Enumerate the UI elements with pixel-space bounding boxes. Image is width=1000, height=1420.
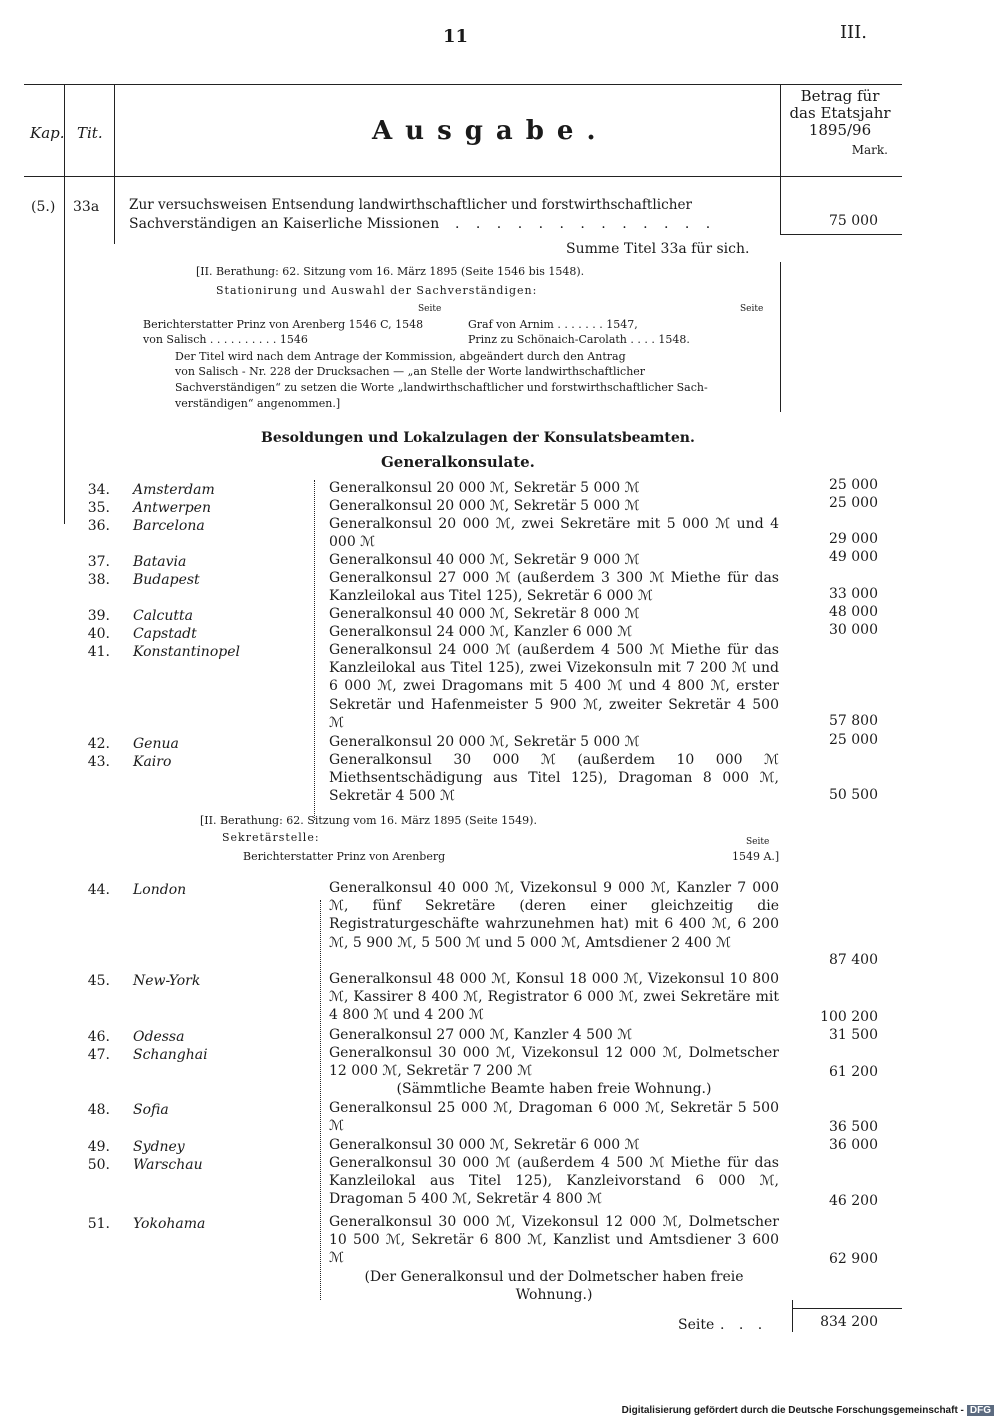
entry-description: Generalkonsul 24 000 ℳ, Kanzler 6 000 ℳ [329,624,633,640]
page-number: 11 [443,26,469,47]
entry-city: Schanghai [133,1047,208,1063]
entry-city: Barcelona [133,518,205,534]
entry-description: Generalkonsul 20 000 ℳ, Sekretär 5 000 ℳ [329,734,640,750]
seite-label: Seite [740,304,764,314]
entry-city: Capstadt [133,626,197,642]
entry-amount: 48 000 [829,604,878,620]
entry-amount: 31 500 [829,1027,878,1043]
betrag-line: das Etatsjahr [789,104,891,122]
betrag-line: Betrag für [800,87,880,105]
entry-number: 44. [87,882,110,898]
entry-city: Batavia [133,554,187,570]
entry-number: 43. [87,754,110,770]
section-number: III. [839,22,867,43]
entry-city: Yokohama [133,1216,206,1232]
note-ref: 1549 A.] [732,850,780,863]
entry-amount: 25 000 [829,495,878,511]
footer-text: Digitalisierung gefördert durch die Deutsche Forschungsgemeinschaft - [621,1405,964,1416]
seite-total-label: Seite [678,1317,715,1333]
dot-leader: . . . [720,1317,768,1333]
dfg-logo: DFG [967,1405,994,1416]
entry-amount: 49 000 [829,549,878,565]
entry-amount: 36 000 [829,1137,878,1153]
entry-number: 50. [87,1157,110,1173]
entry-description: Generalkonsul 20 000 ℳ, zwei Sekretäre mit 5 000 ℳ und 4 000 ℳ [329,516,779,551]
note-row: Berichterstatter Prinz von Arenberg [243,850,446,863]
entry-amount: 25 000 [829,477,878,493]
entry-description: Generalkonsul 30 000 ℳ, Vizekonsul 12 000 ℳ, Dolmetscher 10 500 ℳ, Sekretär 6 800 ℳ, Kanzlist und Amtsdiener 3 600 ℳ [329,1214,779,1267]
note-row: Graf von Arnim . . . . . . . 1547, [468,318,638,331]
note-row: Prinz zu Schönaich-Carolath . . . . 1548. [468,333,690,346]
section-heading: Besoldungen und Lokalzulagen der Konsulatsbeamten. [261,430,695,446]
note-text: Der Titel wird nach dem Antrage der Kommission, abgeändert durch den Antrag [175,350,626,363]
t33a-summe: Summe Titel 33a für sich. [566,241,750,257]
betrag-line: 1895/96 [808,121,872,139]
entry-description: Generalkonsul 40 000 ℳ, Sekretär 8 000 ℳ [329,606,640,622]
entry-number: 35. [87,500,110,516]
seite-label: Seite [418,304,442,314]
tit-divider [114,84,115,244]
top-rule [24,84,902,85]
entry-amount: 46 200 [829,1193,878,1209]
entry-number: 48. [87,1102,110,1118]
entry-description: Generalkonsul 24 000 ℳ (außerdem 4 500 ℳ Miethe für das Kanzleilokal aus Titel 125), zwei Vizekonsuln mit 7 200 ℳ und 6 000 ℳ, zwei Dragomans mit 5 400 ℳ und 4 800 ℳ, erster Sekretär und Hafenmeister 5 900 ℳ, zweiter Sekretär 4 500 ℳ [329,642,779,731]
amount-divider [780,84,781,234]
seite-label: Seite [746,837,770,847]
note-heading: [II. Berathung: 62. Sitzung vom 16. März 1895 (Seite 1549). [200,814,537,827]
entry-city: Amsterdam [133,482,215,498]
entry-description: Generalkonsul 30 000 ℳ (außerdem 10 000 ℳ Miethsentschädigung aus Titel 125), Dragoman 8 000 ℳ, Sekretär 4 500 ℳ [329,752,779,805]
note-row: Berichterstatter Prinz von Arenberg 1546 C, 1548 [143,318,424,331]
entry-description: Generalkonsul 27 000 ℳ (außerdem 3 300 ℳ Miethe für das Kanzleilokal aus Titel 125), Sekretär 6 000 ℳ [329,570,779,605]
note-text: von Salisch - Nr. 228 der Drucksachen — „an Stelle der Worte landwirthschaftlicher [175,365,646,378]
entry-amount: 100 200 [820,1009,878,1025]
entry-number: 37. [87,554,110,570]
entry-city: Warschau [133,1157,203,1173]
entry-amount: 87 400 [829,952,878,968]
t33a-text: Zur versuchsweisen Entsendung landwirthschaftlicher und forstwirthschaftlicher [129,197,693,213]
entry-city: Budapest [133,572,200,588]
total-divider [792,1300,793,1332]
entry-number: 34. [87,482,110,498]
entry-description: Generalkonsul 27 000 ℳ, Kanzler 4 500 ℳ [329,1027,633,1043]
entry-number: 39. [87,608,110,624]
total-rule [792,1308,902,1309]
entry-amount: 29 000 [829,531,878,547]
entry-amount: 57 800 [829,713,878,729]
ausgabe-title: Ausgabe. [372,116,609,146]
tit-33a: 33a [73,199,100,215]
entry-city: Sydney [133,1139,185,1155]
t33a-text: Sachverständigen an Kaiserliche Missionen [129,216,440,232]
entry-city: Genua [133,736,179,752]
note-sub: Stationirung und Auswahl der Sachverständigen: [216,284,538,297]
kap-divider [64,84,65,524]
entry-city: New-York [133,973,201,989]
entry-city: London [133,882,187,898]
subsection-heading: Generalkonsulate. [381,453,535,471]
entry-description: Generalkonsul 25 000 ℳ, Dragoman 6 000 ℳ, Sekretär 5 500 ℳ [329,1100,779,1135]
entry-city: Konstantinopel [133,644,240,660]
note-text: verständigen“ angenommen.] [175,397,341,410]
dot-leader: . . . . . . . . . . . . . [455,216,717,232]
entry-description: Generalkonsul 30 000 ℳ (außerdem 4 500 ℳ Miethe für das Kanzleilokal aus Titel 125), Kanzleivorstand 6 000 ℳ, Dragoman 5 400 ℳ, Sekretär 4 800 ℳ [329,1155,779,1208]
kap-value: (5.) [31,199,56,215]
amount-rule-33a [780,234,902,235]
entry-city: Antwerpen [133,500,211,516]
kap-header: Kap. [30,124,65,142]
entry-description: Generalkonsul 40 000 ℳ, Sekretär 9 000 ℳ [329,552,640,568]
header-rule [24,176,902,177]
entry-description: Generalkonsul 48 000 ℳ, Konsul 18 000 ℳ, Vizekonsul 10 800 ℳ, Kassirer 8 400 ℳ, Registrator 6 000 ℳ, zwei Sekretäre mit 4 800 ℳ und 4 200 ℳ [329,971,779,1024]
betrag-header [784,88,896,159]
entry-number: 36. [87,518,110,534]
note-row: von Salisch . . . . . . . . . . 1546 [143,333,308,346]
seite-total-amount: 834 200 [820,1314,878,1330]
entry-note: (Sämmtliche Beamte haben freie Wohnung.) [396,1081,712,1097]
note-text: Sachverständigen“ zu setzen die Worte „landwirthschaftlicher und forstwirthschaftlicher Sach- [175,381,708,394]
entry-description: Generalkonsul 30 000 ℳ, Sekretär 6 000 ℳ [329,1137,640,1153]
entry-amount: 33 000 [829,586,878,602]
entry-number: 41. [87,644,110,660]
entry-amount: 62 900 [829,1251,878,1267]
entry-city: Sofia [133,1102,169,1118]
tit-header: Tit. [77,124,103,142]
entry-number: 51. [87,1216,110,1232]
desc-bracket-2 [320,900,321,1300]
entry-amount: 30 000 [829,622,878,638]
entry-number: 47. [87,1047,110,1063]
entry-amount: 25 000 [829,732,878,748]
entry-city: Calcutta [133,608,193,624]
desc-bracket [314,480,315,820]
entry-description: Generalkonsul 20 000 ℳ, Sekretär 5 000 ℳ [329,498,640,514]
note-heading: [II. Berathung: 62. Sitzung vom 16. März 1895 (Seite 1546 bis 1548). [196,265,585,278]
entry-number: 49. [87,1139,110,1155]
entry-description: Generalkonsul 40 000 ℳ, Vizekonsul 9 000 ℳ, Kanzler 7 000 ℳ, fünf Sekretäre (deren einer gleichzeitig die Registraturgeschäfte wahrzunehmen hat) mit 6 400 ℳ, 6 200 ℳ, 5 900 ℳ, 5 500 ℳ und 5 000 ℳ, Amtsdiener 2 400 ℳ [329,880,779,951]
entry-description: Generalkonsul 30 000 ℳ, Vizekonsul 12 000 ℳ, Dolmetscher 12 000 ℳ, Sekretär 7 200 ℳ [329,1045,779,1080]
amount-divider-note [780,262,781,412]
entry-number: 40. [87,626,110,642]
entry-number: 45. [87,973,110,989]
entry-city: Kairo [133,754,172,770]
entry-amount: 36 500 [829,1119,878,1135]
mark-unit: Mark. [851,143,888,157]
entry-number: 46. [87,1029,110,1045]
entry-number: 38. [87,572,110,588]
entry-amount: 50 500 [829,787,878,803]
digitization-footer [622,1405,994,1416]
entry-amount: 61 200 [829,1064,878,1080]
entry-note: (Der Generalkonsul und der Dolmetscher haben freie Wohnung.) [364,1269,744,1303]
entry-number: 42. [87,736,110,752]
entry-description: Generalkonsul 20 000 ℳ, Sekretär 5 000 ℳ [329,480,640,496]
t33a-amount: 75 000 [829,213,878,229]
note-sub: Sekretärstelle: [222,831,320,844]
entry-city: Odessa [133,1029,185,1045]
